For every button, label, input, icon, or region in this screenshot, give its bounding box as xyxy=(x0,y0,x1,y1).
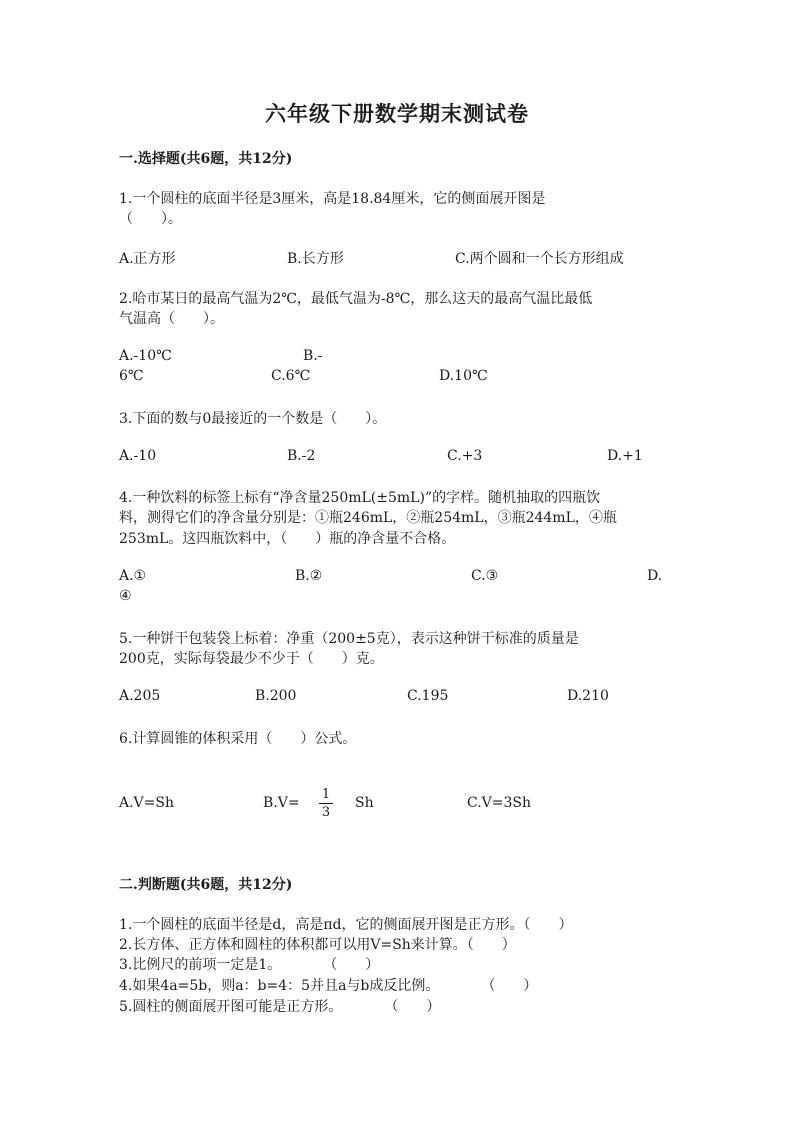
q5-option-d: D.210 xyxy=(567,688,609,704)
q6-option-a: A.V=Sh xyxy=(119,795,175,811)
q3-option-a: A.-10 xyxy=(119,448,157,464)
q2-text-line-1: 2.哈市某日的最高气温为2℃，最低气温为-8℃，那么这天的最高气温比最低 xyxy=(119,291,593,307)
q5-text-line-2: 200克，实际每袋最少不少于（ ）克。 xyxy=(119,651,384,667)
q6-text-line-1: 6.计算圆锥的体积采用（ ）公式。 xyxy=(119,731,357,747)
judge-item: 5.圆柱的侧面展开图可能是正方形。 （ ） xyxy=(119,999,441,1015)
page-title: 六年级下册数学期末测试卷 xyxy=(265,101,529,126)
q6-option-b-prefix: B.V= xyxy=(263,795,300,811)
q2-option-b-part-2: 6℃ xyxy=(119,368,144,384)
fraction-denominator: 3 xyxy=(321,805,331,820)
q3-option-d: D.+1 xyxy=(607,448,643,464)
q4-option-c: C.③ xyxy=(471,568,499,584)
q4-option-b: B.② xyxy=(295,568,323,584)
q2-text-line-2: 气温高（ ）。 xyxy=(119,311,224,327)
q1-option-c: C.两个圆和一个长方形组成 xyxy=(455,251,624,267)
q4-option-d-part-2: ④ xyxy=(119,588,132,604)
fraction-numerator: 1 xyxy=(319,787,333,804)
q5-option-b: B.200 xyxy=(255,688,297,704)
section-1-heading: 一.选择题(共6题，共12分) xyxy=(119,151,293,167)
q5-text-line-1: 5.一种饼干包装袋上标着：净重（200±5克），表示这种饼干标准的质量是 xyxy=(119,631,579,647)
q3-text-line-1: 3.下面的数与0最接近的一个数是（ ）。 xyxy=(119,411,387,427)
q4-option-a: A.① xyxy=(119,568,147,584)
judge-item: 3.比例尺的前项一定是1。 （ ） xyxy=(119,957,380,973)
q1-text-line-1: 1.一个圆柱的底面半径是3厘米，高是18.84厘米，它的侧面展开图是 xyxy=(119,191,546,207)
q3-option-c: C.+3 xyxy=(447,448,483,464)
q5-option-c: C.195 xyxy=(407,688,449,704)
q1-option-a: A.正方形 xyxy=(119,251,176,267)
judge-item: 1.一个圆柱的底面半径是d，高是πd，它的侧面展开图是正方形。（ ） xyxy=(119,917,573,933)
q6-option-c: C.V=3Sh xyxy=(467,795,532,811)
q6-option-b-suffix: Sh xyxy=(355,795,374,811)
q1-text-line-2: （ ）。 xyxy=(119,211,182,227)
q4-text-line-1: 4.一种饮料的标签上标有“净含量250mL(±5mL)”的字样。随机抽取的四瓶饮 xyxy=(119,490,601,506)
q2-option-c: C.6℃ xyxy=(271,368,311,384)
judge-item: 4.如果4a=5b，则a：b=4：5并且a与b成反比例。 （ ） xyxy=(119,978,538,994)
q2-option-b-part-1: B.- xyxy=(303,348,323,364)
q4-text-line-3: 253mL。这四瓶饮料中，（ ）瓶的净含量不合格。 xyxy=(119,531,456,547)
section-2-heading: 二.判断题(共6题，共12分) xyxy=(119,877,293,893)
q5-option-a: A.205 xyxy=(119,688,161,704)
q1-option-b: B.长方形 xyxy=(287,251,344,267)
q2-option-a: A.-10℃ xyxy=(119,348,172,364)
q2-option-d: D.10℃ xyxy=(439,368,488,384)
q6-option-b-fraction xyxy=(319,787,333,822)
q4-text-line-2: 料，测得它们的净含量分别是：①瓶246mL，②瓶254mL，③瓶244mL，④瓶 xyxy=(119,510,617,526)
q4-option-d-part-1: D. xyxy=(647,568,663,584)
judge-item: 2.长方体、正方体和圆柱的体积都可以用V=Sh来计算。（ ） xyxy=(119,937,516,953)
q3-option-b: B.-2 xyxy=(287,448,316,464)
